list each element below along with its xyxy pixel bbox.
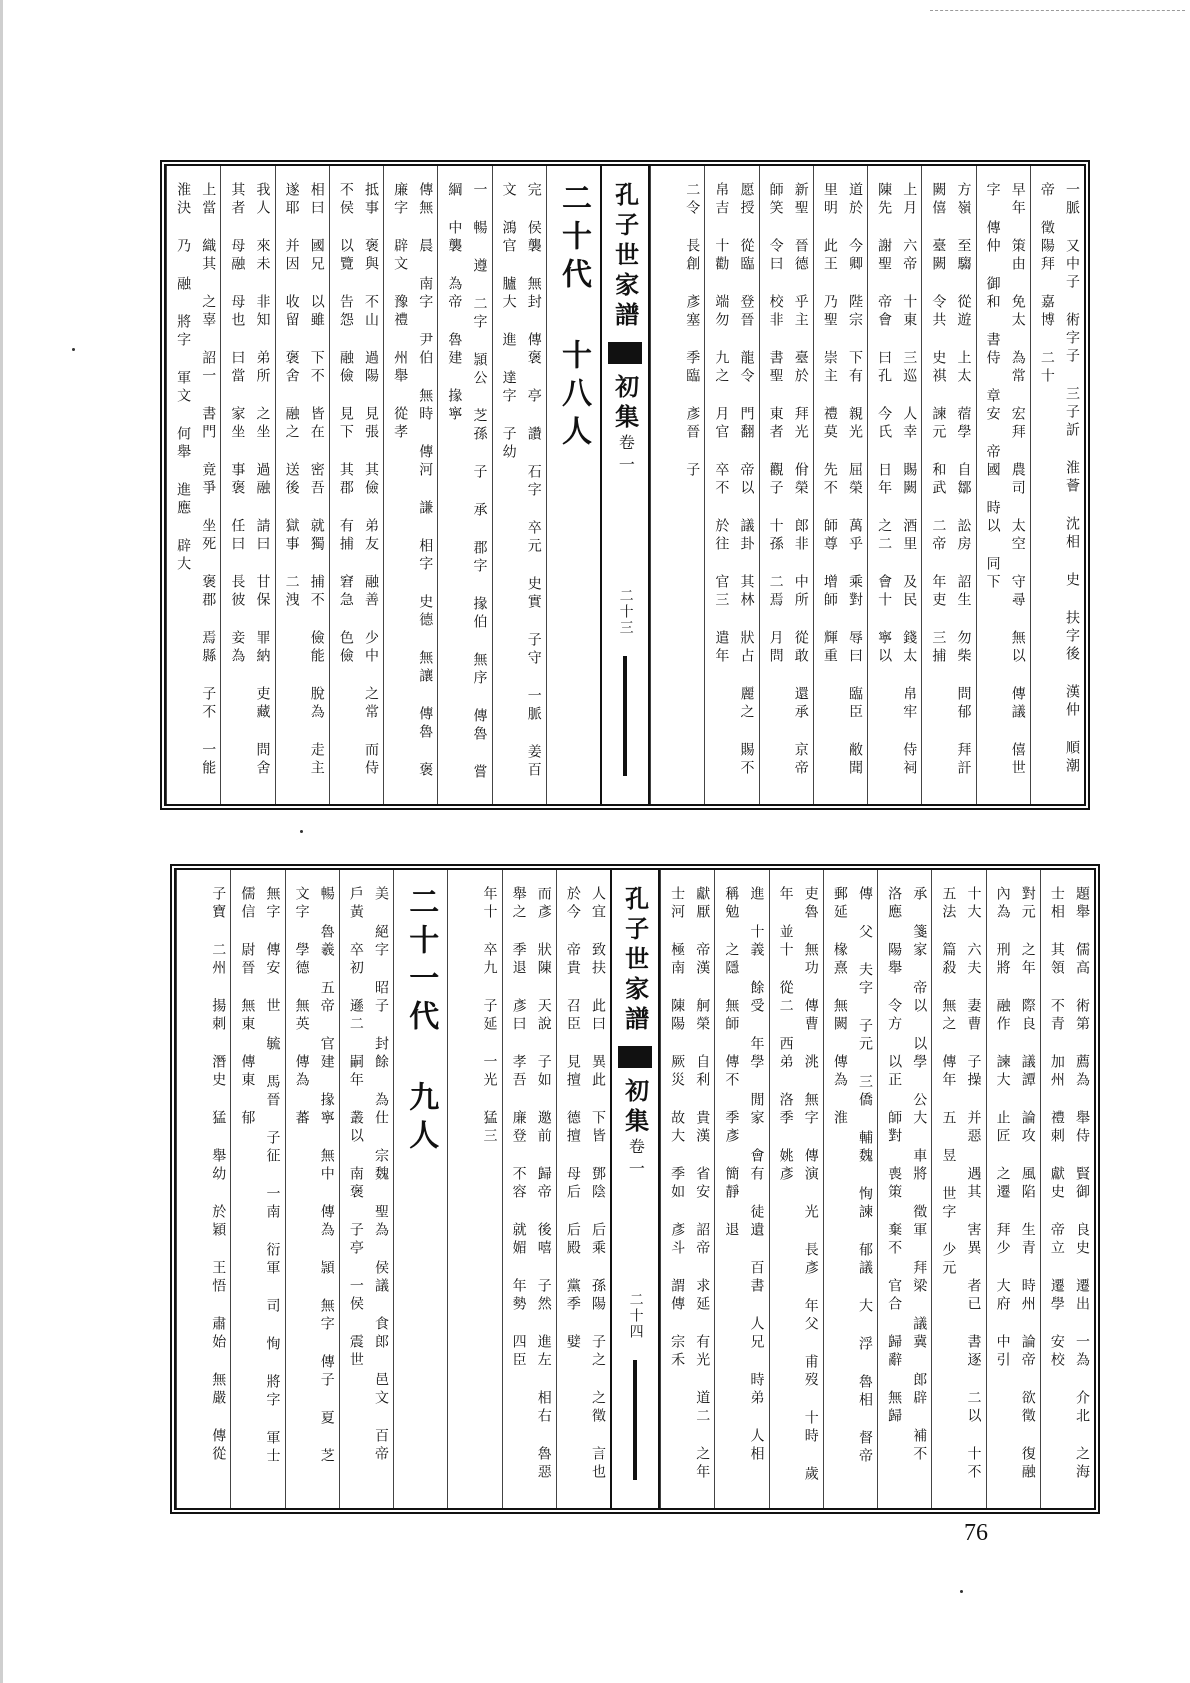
- text-column: 對元 之年 際良 議譚 論攻 風陷 生青 時州 論帝 欲徵 復融 內為 刑將 融作 諫大 止匠 之遷 拜少 大府 中引: [986, 870, 1040, 1508]
- scan-speck: [72, 348, 75, 351]
- running-title: 孔子世家譜: [610, 182, 640, 332]
- text-column: 抵事 褒與 不山 過陽 見張 其儉 弟友 融善 少中 之常 而侍 不侯 以覽 告怨 融儉 見下 其郡 有捕 窘急 色儉: [329, 166, 383, 804]
- collection-name: 初集: [620, 1078, 650, 1138]
- scan-top-dashed-line: [930, 10, 1185, 11]
- text-column: 我人 來未 非知 弟所 之坐 過融 請曰 甘保 罪納 吏藏 問舍 其者 母融 母也 曰當 家坐 事褒 任曰 長彼 妾為: [220, 166, 274, 804]
- generation-heading: 二十一代 九人: [393, 870, 447, 1508]
- text-column: 上當 織其 之辜 詔一 書門 竟爭 坐死 褒郡 焉縣 子不 一能 淮決 乃 融 將字 軍文 何舉 進應 辟大: [166, 166, 220, 804]
- text-column: 無字 傳安 世 毓 馬晉 子征 一南 衍軍 司 恂 將字 軍士 儒信 尉晉 無東 傳東 郁: [230, 870, 284, 1508]
- text-column: 吏魯 無功 傳曹 洮 無字 傳演 光 長彥 年父 甫歿 十時 歲年 並十 從二 西弟 洛季 姚彥: [769, 870, 823, 1508]
- text-column: 暢 魯羲 五帝 官建 掾寧 無中 傳為 頴 無字 傳子 夏 芝 文字 學德 無英 傳為 蕃: [285, 870, 339, 1508]
- text-column: 新聖 晉德 乎主 臺於 拜光 佾榮 郎非 中所 從敢 還承 京帝 師笑 令曰 校非 書聖 東者 觀子 十孫 二焉 月問: [759, 166, 813, 804]
- text-column: 承 箋家 帝以 以學 公大 車將 徵軍 拜梁 議冀 郎辟 補不 洛應 陽舉 令方 以正 師對 喪策 棄不 官合 歸辭 無歸: [877, 870, 931, 1508]
- text-column: 而彥 狀陳 天說 子如 邀前 歸帝 後嘻 子然 進左 相右 魯惡 舉之 季退 彥曰 孝吾 廉登 不容 就媚 年勢 四臣: [502, 870, 556, 1508]
- text-column: 年十 卒九 子延 一光 猛三: [447, 870, 501, 1508]
- center-fold-column: [600, 166, 650, 804]
- volume-label: 卷一: [616, 434, 636, 478]
- upper-leaf-frame: [160, 160, 1090, 810]
- text-column: 傳無 晨 南字 尹伯 無時 傳河 謙 相字 史德 無讓 傳魯 褒 廉字 辟文 豫禮 州舉 從孝: [383, 166, 437, 804]
- text-column: 傳 父 夫字 子元 三僑 輔魏 恂諫 郁議 大 浮 魯相 督帝 郵延 椽熹 無闕 傳為 淮: [823, 870, 877, 1508]
- page-number: 76: [964, 1520, 988, 1546]
- fish-tail-mark: [608, 342, 642, 364]
- text-column: 人宜 致扶 此曰 異此 下皆 鄧陰 后乘 孫陽 子之 之徵 言也 於今 帝貴 召臣 見擅 德擅 母后 后殿 黨季 嬖: [556, 870, 610, 1508]
- text-column: 十大 六夫 妻曹 子操 并惡 遇其 害異 者已 書逐 二以 十不 五法 篇殺 無之 傳年 五 昱 世字 少元: [931, 870, 985, 1508]
- generation-heading: 二十代 十八人: [546, 166, 600, 804]
- volume-label: 卷一: [626, 1138, 646, 1182]
- text-column: 方嶺 至騶 從遊 上太 蓿學 自鄒 訟房 詔生 勿柴 問郁 拜訐 闕僖 臺闕 令共 史祺 諫元 和武 二帝 年吏 三捕: [921, 166, 975, 804]
- text-column: 二令 長創 彥塞 季臨 彥晉 子: [650, 166, 704, 804]
- text-column: 獻厭 帝漢 舸榮 自利 貴漢 省安 詔帝 求延 有光 道二 之年 士河 極南 陳陽 厥災 故大 季如 彥斗 謂傳 宗禾: [660, 870, 714, 1508]
- center-bar: [623, 656, 627, 776]
- running-title: 孔子世家譜: [620, 886, 650, 1036]
- text-column: 一脈 又中子 術字子 三子訢 淮薈 沈相 史 扶字後 漢仲 順潮帝 徵陽拜 嘉博 二十: [1030, 166, 1084, 804]
- folio-number: 二十四: [627, 1292, 644, 1340]
- text-column: 上月 六帝 十東 三巡 人幸 賜闕 酒里 及民 錢太 帛牢 侍祠 陳先 謝聖 帝會 曰孔 今氏 日年 之二 會十 寧以: [867, 166, 921, 804]
- text-column: 一 暢 遵 二字 頴公 芝孫 子 承 郡字 掾伯 無序 傳魯 嘗 綱 中襲 為帝 魯建 掾寧: [437, 166, 491, 804]
- scan-speck: [960, 1590, 963, 1593]
- scan-speck: [300, 830, 303, 833]
- text-column: 題舉 儒高 術第 薦為 舉侍 賢御 良史 遷出 一為 介北 之海 士相 其領 不青 加州 禮刺 獻史 帝立 遷學 安校: [1040, 870, 1094, 1508]
- text-column: 進 十義 餘受 年學 閒家 會有 徒遺 百書 人兄 時弟 人相 稱勉 之隱 無師 傳不 季彥 簡靜 退: [714, 870, 768, 1508]
- text-column: 相曰 國兄 以雖 下不 皆在 密吾 就獨 捕不 儉能 脫為 走主 遂耶 并因 收留 褒舍 融之 送後 獄事 二洩: [275, 166, 329, 804]
- collection-name: 初集: [610, 374, 640, 434]
- text-column: 早年 策由 免太 為常 宏拜 農司 太空 守尋 無以 傳議 僖世字 傳仲 御和 書侍 章安 帝國 時以 同下: [976, 166, 1030, 804]
- text-column: 愿授 從臨 登晉 龍令 門翻 帝以 議卦 其林 狀占 麗之 賜不 帛吉 十勸 端勿 九之 月官 卒不 於往 官三 遣年: [704, 166, 758, 804]
- text-column: 子寶 二州 揚刺 潛史 猛 舉幼 於穎 王悟 肅始 無嚴 傳從: [176, 870, 230, 1508]
- text-column: 道於 今卿 陛宗 下有 親光 屈榮 萬乎 乘對 辱曰 臨臣 敝聞 里明 此王 乃聖 崇主 禮莫 先不 師尊 增師 輝重: [813, 166, 867, 804]
- upper-leaf-columns: [166, 166, 1084, 804]
- text-column: 完 侯襲 無封 傳褒 亭 讚 石字 卒元 史實 子守 一脈 姜百 文 鴻官 臚大 進 達字 子幼: [492, 166, 546, 804]
- center-bar: [633, 1360, 637, 1480]
- folio-number: 二十三: [617, 588, 634, 636]
- lower-leaf-columns: [176, 870, 1094, 1508]
- lower-leaf-frame: [170, 864, 1100, 1514]
- center-fold-column: [610, 870, 660, 1508]
- text-column: 美 絕字 昭子 封餘 為仕 宗魏 聖為 侯議 食郎 邑文 百帝 戶黃 卒初 遜二 嗣年 叢以 南褒 子亭 一侯 震世: [339, 870, 393, 1508]
- fish-tail-mark: [618, 1046, 652, 1068]
- page-edge-shadow: [0, 0, 3, 1683]
